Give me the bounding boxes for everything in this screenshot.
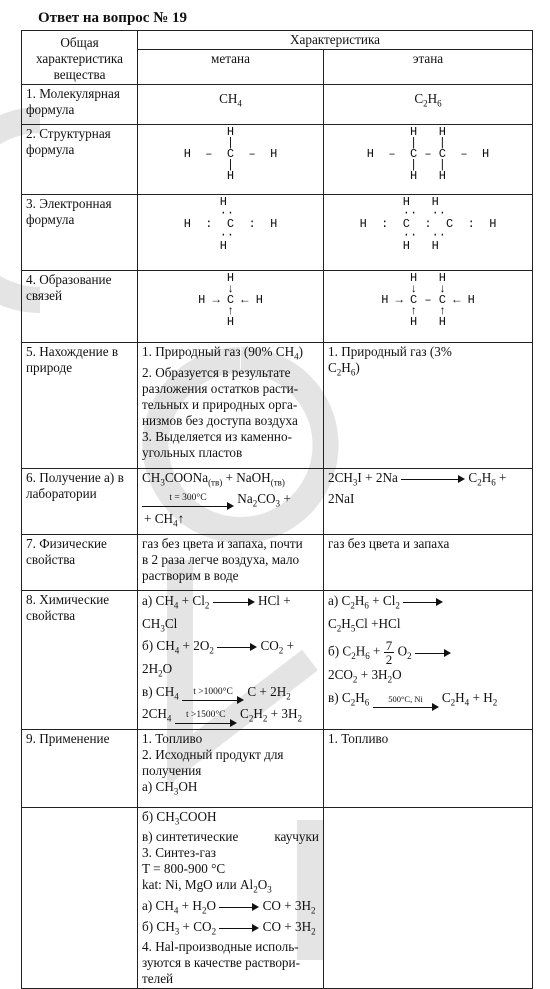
table-row — [22, 195, 533, 271]
reaction-line: $2CH_3I + 2Na$ $C_2H_6$ + — [328, 470, 507, 488]
physical-line: растворим в воде — [142, 568, 239, 583]
row-label: 3. Электронная формула — [22, 195, 138, 271]
reaction-line: в) $CH_4$ t >1000°C $C + 2H_2$ — [142, 683, 319, 706]
reaction-line: 2NaI — [328, 490, 355, 506]
occurrence-line: 1. Природный газ (90% $CH_4$) — [142, 344, 304, 362]
reaction-line: б) $C_2H_6$ + $\frac{7}{2}$ $O_2$ — [328, 639, 528, 666]
row-label: 7. Физические свойства — [22, 535, 138, 591]
reaction-line: $2CO_2 + 3H_2O$ — [328, 667, 402, 685]
methane-bonding: H ↓ H → C ← H ↑ H — [138, 271, 324, 343]
methane-structural: H | H – C – H | H — [138, 125, 324, 195]
methane-chemical — [138, 591, 324, 730]
application-line: kat: Ni, MgO или $Al_2O_3$ — [142, 877, 272, 896]
ethane-formula: $C_2H_6$ — [324, 85, 533, 125]
reaction-line: $CH_3Cl$ — [142, 615, 178, 634]
occurrence-line: 3. Выделяется из каменно- — [142, 428, 292, 444]
row-label: 2. Структурная формула — [22, 125, 138, 195]
application-line: зуются в качестве раствори- — [142, 955, 300, 971]
table-row — [22, 535, 533, 591]
header-ethane: этана — [324, 50, 533, 85]
occurrence-line: 1. Природный газ (3% — [328, 344, 452, 359]
reaction-line: а) $C_2H_6 + Cl_2$ — [328, 592, 528, 615]
reaction-line: $2H_2O$ — [142, 660, 173, 679]
methane-application-cont — [138, 807, 324, 989]
table-row — [22, 807, 533, 989]
row-label-empty — [22, 807, 138, 989]
table-row — [22, 469, 533, 535]
occurrence-line: угольных пластов — [142, 444, 243, 460]
table-row — [22, 85, 533, 125]
reaction-line: $2CH_4$ t >1500°C $C_2H_2 + 3H_2$ — [142, 705, 319, 728]
application-line: получения — [142, 762, 202, 778]
row-label: 8. Химические свойства — [22, 591, 138, 730]
methane-occurrence — [138, 343, 324, 469]
ethane-occurrence — [324, 343, 533, 469]
table-row — [22, 125, 533, 195]
row-label: 6. Получение а) в лаборатории — [22, 469, 138, 535]
reaction-line: t = 300°C $Na_2CO_3$ + — [142, 491, 319, 512]
reaction-line: $C_2H_5Cl +HCl$ — [328, 615, 401, 634]
reaction-line: а) $CH_4 + Cl_2$ HCl + — [142, 593, 291, 611]
application-line: 2. Исходный продукт для — [142, 746, 284, 762]
row-label: 9. Применение — [22, 729, 138, 807]
row-label: 5. Нахождение в природе — [22, 343, 138, 469]
table-header-row — [22, 31, 533, 50]
table-row — [22, 591, 533, 730]
table-row — [22, 729, 533, 807]
application-line: T = 800-900 °C — [142, 861, 226, 877]
header-col1: Общая характеристика вещества — [22, 31, 138, 85]
table-row — [22, 343, 533, 469]
physical-line: в 2 раза легче воздуха, мало — [142, 552, 300, 567]
header-methane: метана — [138, 50, 324, 85]
page-title: Ответ на вопрос № 19 — [38, 10, 188, 26]
occurrence-line: 2. Образуется в результате — [142, 364, 291, 380]
application-line: телей — [142, 971, 174, 987]
ethane-application: 1. Топливо — [324, 729, 533, 807]
occurrence-line: тельных и природных орга- — [142, 396, 298, 412]
header-group: Характеристика — [138, 31, 533, 50]
occurrence-line: низмов без доступа воздуха — [142, 412, 298, 428]
reaction-line: $CH_3COONa_{(тв)}$ + NaOH$_{(тв)}$ — [142, 470, 285, 488]
reaction-line: а) $CH_4 + H_2O$ CO + $3H_2$ — [142, 898, 316, 916]
ethane-chemical — [324, 591, 533, 730]
occurrence-line: $C_2H_6$) — [328, 360, 360, 378]
application-line: в) синтетические каучуки — [142, 829, 319, 845]
ethane-bonding: H H ↓ ↓ H → C – C ← H ↑ ↑ H H — [324, 271, 533, 343]
application-line: 1. Топливо — [142, 730, 203, 746]
reaction-condition: t = 300°C — [169, 493, 207, 504]
row-label: 4. Образование связей — [22, 271, 138, 343]
ethane-preparation — [324, 469, 533, 535]
physical-line: газ без цвета и запаха, почти — [142, 536, 303, 551]
characteristics-table — [21, 30, 533, 989]
table-row — [22, 271, 533, 343]
methane-formula: $CH_4$ — [138, 85, 324, 125]
ethane-application-cont — [324, 807, 533, 989]
ethane-electronic: H H ·· ·· H : C : C : H ·· ·· H H — [324, 195, 533, 271]
methane-application — [138, 729, 324, 807]
reaction-line: в) $C_2H_6$ 500°C, Ni $C_2H_4 + H_2$ — [328, 689, 528, 712]
application-line: б) $CH_3COOH$ — [142, 808, 217, 827]
occurrence-line: разложения остатков расти- — [142, 380, 299, 396]
reaction-line: б) $CH_4 + 2O_2$ $CO_2$ + — [142, 638, 295, 656]
application-line: 3. Синтез-газ — [142, 845, 216, 861]
reaction-line: + $CH_4↑$ — [144, 511, 185, 529]
row-label: 1. Молекулярная формула — [22, 85, 138, 125]
methane-preparation — [138, 469, 324, 535]
application-line: 4. Hal-производные исполь- — [142, 939, 299, 955]
ethane-structural: H H | | H – C – C – H | | H H — [324, 125, 533, 195]
application-line: а) $CH_3OH$ — [142, 778, 198, 797]
methane-physical — [138, 535, 324, 591]
methane-electronic: H ·· H : C : H ·· H — [138, 195, 324, 271]
ethane-physical: газ без цвета и запаха — [324, 535, 533, 591]
reaction-line: б) $CH_3 + CO_2$ CO + $3H_2$ — [142, 918, 316, 937]
